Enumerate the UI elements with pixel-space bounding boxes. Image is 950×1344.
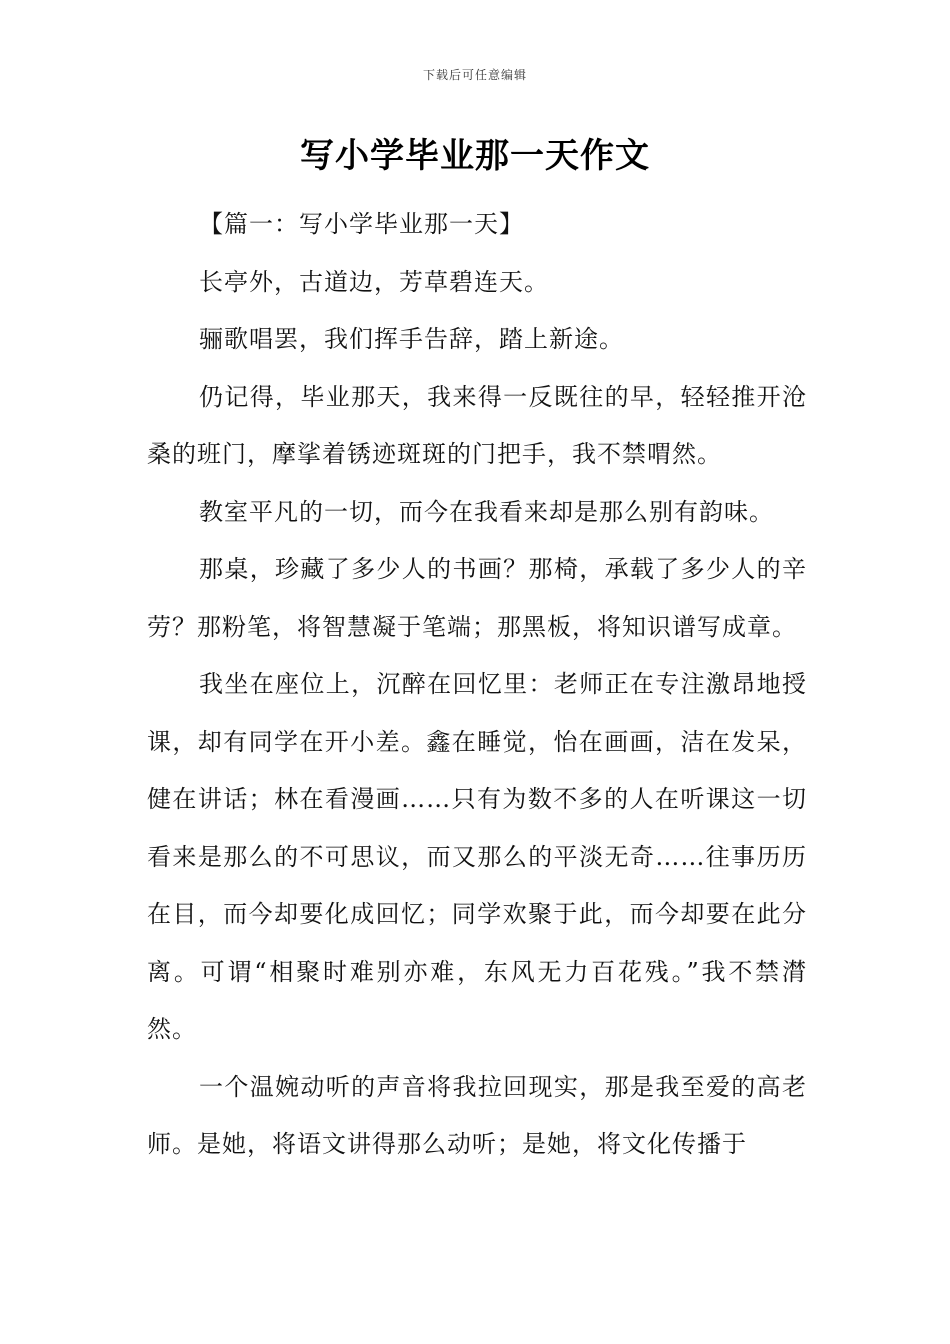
paragraph-section-heading: 【篇一：写小学毕业那一天】	[199, 210, 524, 238]
paragraph: 仍记得，毕业那天，我来得一反既往的早，轻轻推开沧桑的班门，摩挲着锈迹斑斑的门把手，我不禁喟然。	[147, 382, 807, 468]
paragraph: 骊歌唱罢，我们挥手告辞，踏上新途。	[199, 325, 624, 353]
paragraph: 一个温婉动听的声音将我拉回现实，那是我至爱的高老师。是她，将语文讲得那么动听；是她，将文化传播于	[147, 1072, 807, 1158]
paragraph: 那桌，珍藏了多少人的书画？那椅，承载了多少人的辛劳？那粉笔，将智慧凝于笔端；那黑板，将知识谱写成章。	[147, 555, 807, 641]
paragraph: 教室平凡的一切，而今在我看来却是那么别有韵味。	[199, 497, 774, 526]
paragraph: 我坐在座位上，沉醉在回忆里：老师正在专注激昂地授课，却有同学在开小差。鑫在睡觉，怡在画画，洁在发呆，健在讲话；林在看漫画……只有为数不多的人在听课这一切看来是那么的不可思议，而又那么的平淡无奇……往事历历在目，而今却要化成回忆；同学欢聚于此，而今却要在此分离。可谓“相聚时难别亦难，东风无力百花残。”我不禁潸然。	[147, 670, 807, 1043]
paragraph: 长亭外，古道边，芳草碧连天。	[199, 267, 549, 296]
document-title: 写小学毕业那一天作文	[300, 136, 650, 176]
document-body	[147, 196, 807, 1174]
header-note: 下载后可任意编辑	[422, 68, 527, 82]
